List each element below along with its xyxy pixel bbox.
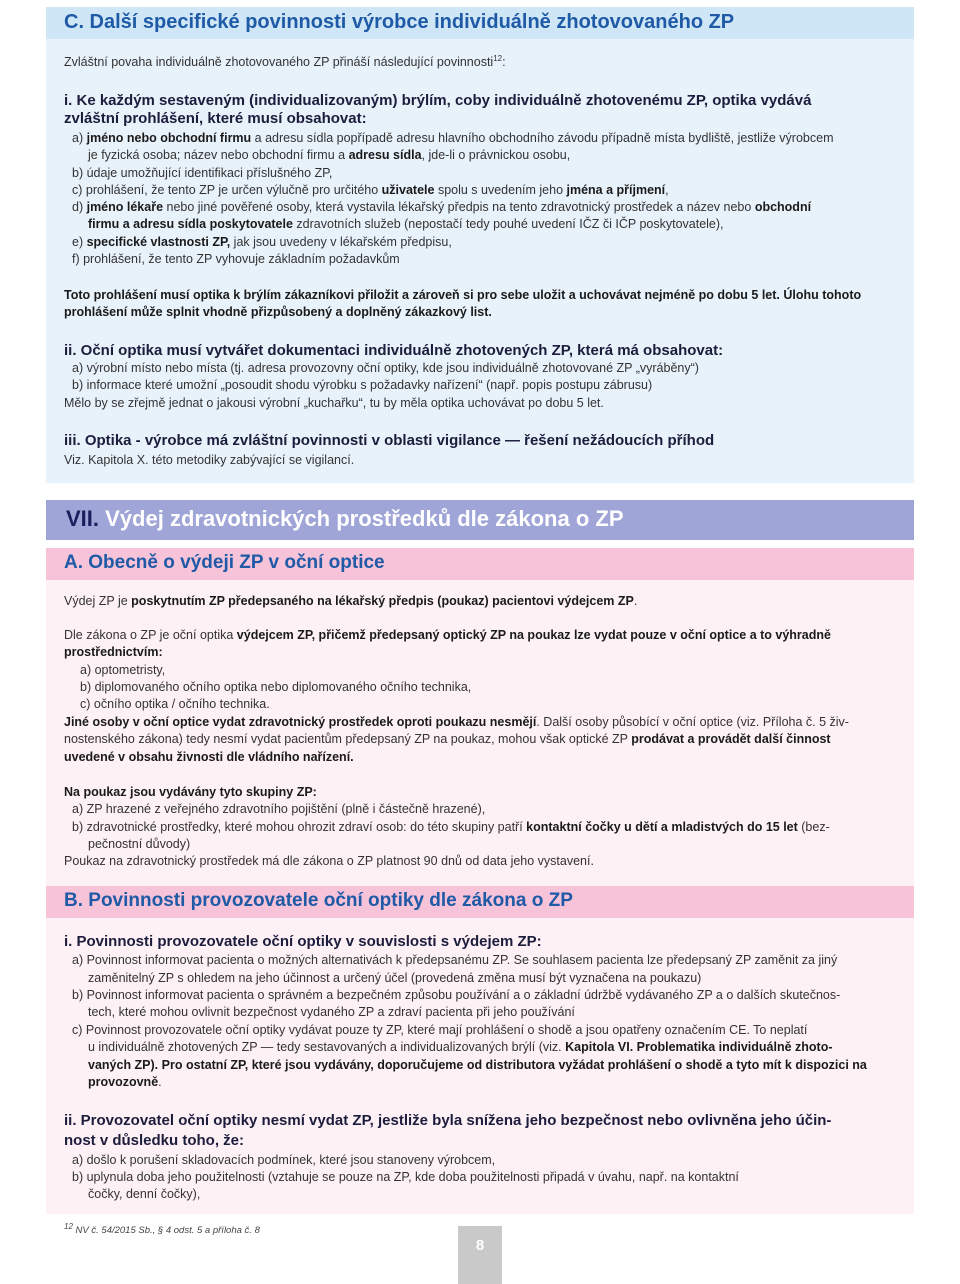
b-ii-heading-1: ii. Provozovatel oční optiky nesmí vydat ZP, jestliže byla snížena jeho bezpečnost nebo ovlivněna jeho účin-: [64, 1112, 832, 1129]
c-item-e: e) specifické vlastnosti ZP, jak jsou uvedeny v lékařském předpisu,: [72, 235, 452, 249]
footnote: $^{12}$ NV č. 54/2015 Sb., § 4 odst. 5 a příloha č. 8: [64, 1222, 260, 1237]
b-item-a-line2: zaměnitelný ZP s ohledem na jeho účinnost a určený účel (provedená změna musí být vyznačena na poukazu): [88, 971, 702, 985]
a-list-b: b) diplomovaného očního optika nebo diplomovaného očního technika,: [80, 680, 472, 694]
b-item-b-line1: b) Povinnost informovat pacienta o správném a bezpečném způsobu používání a o základní údržbě vydávaného ZP a o dalších skutečnos-: [72, 988, 841, 1002]
c-item-f: f) prohlášení, že tento ZP vyhovuje základním požadavkům: [72, 252, 400, 266]
c-item-a-line1: a) jméno nebo obchodní firmu a adresu sídla popřípadě adresu hlavního obchodního závodu případně místa bydliště, jestliže výrobcem: [72, 131, 834, 145]
c-item-b: b) údaje umožňující identifikaci příslušného ZP,: [72, 166, 333, 180]
c-i-heading-2: zvláštní prohlášení, které musí obsahovat:: [64, 110, 367, 127]
section-c-intro: Zvláštní povaha individuálně zhotovovaného ZP přináší následující povinnosti$^{12}$:: [64, 54, 506, 70]
a-para-4-item-b: b) zdravotnické prostředky, které mohou ohrozit zdraví osob: do této skupiny patří kontaktní čočky u dětí a mladistvých do 15 let (bez-: [72, 820, 830, 834]
b-item-c-line4: provozovně.: [88, 1075, 162, 1089]
section-c-title: C. Další specifické povinnosti výrobce individuálně zhotovovaného ZP: [64, 11, 735, 33]
section-vii-title: VII. Výdej zdravotnických prostředků dle zákona o ZP: [66, 506, 624, 531]
page-number: 8: [458, 1226, 502, 1284]
b-ii-heading-2: nost v důsledku toho, že:: [64, 1132, 245, 1149]
c-ii-item-a: a) výrobní místo nebo místa (tj. adresa provozovny oční optiky, kde jsou individuálně zhotovované ZP „vyráběny“): [72, 361, 699, 375]
c-item-a-line2: je fyzická osoba; název nebo obchodní firmu a adresu sídla, jde-li o právnickou osobu,: [88, 148, 571, 162]
c-item-d-line2: firmu a adresu sídla poskytovatele zdravotních služeb (nepostačí tedy pouhé uvedení IČZ či IČP poskytovatele),: [88, 217, 724, 231]
section-b-title: B. Povinnosti provozovatele oční optiky dle zákona o ZP: [64, 890, 573, 911]
c-bold-para-2: prohlášení může splnit vhodně přizpůsobený a doplněný zákazkový list.: [64, 305, 492, 319]
c-bold-para-1: Toto prohlášení musí optika k brýlím zákazníkovi přiložit a zároveň si pro sebe uložit a uchovávat nejméně po dobu 5 let. Úlohu tohoto: [64, 288, 862, 302]
b-item-b-line2: tech, které mohou ovlivnit bezpečnost vydaného ZP a zdraví pacienta při jeho používání: [88, 1005, 575, 1019]
section-a-title: A. Obecně o výdeji ZP v oční optice: [64, 552, 385, 573]
b-ii-item-a: a) došlo k porušení skladovacích podmínek, které jsou stanoveny výrobcem,: [72, 1153, 496, 1167]
c-iii-heading: iii. Optika - výrobce má zvláštní povinnosti v oblasti vigilance — řešení nežádoucích příhod: [64, 432, 715, 449]
a-para-3-line2: nostenského zákona) tedy nesmí vydat pacientům předepsaný ZP na poukaz, mohou však optické ZP prodávat a provádět další činnost: [64, 732, 831, 746]
b-i-heading: i. Povinnosti provozovatele oční optiky v souvislosti s výdejem ZP:: [64, 933, 542, 950]
a-para-4-heading: Na poukaz jsou vydávány tyto skupiny ZP:: [64, 785, 317, 799]
c-iii-note: Viz. Kapitola X. této metodiky zabývající se vigilancí.: [64, 453, 355, 467]
b-item-c-line1: c) Povinnost provozovatele oční optiky vydávat pouze ty ZP, které mají prohlášení o shodě a jsou opatřeny označením CE. To neplatí: [72, 1023, 808, 1037]
a-para-3-line1: Jiné osoby v oční optice vydat zdravotnický prostředek oproti poukazu nesmějí. Další osoby působící v oční optice (viz. Příloha č. 5 živ-: [64, 715, 849, 729]
a-para-4-item-b-line2: pečnostní důvody): [88, 837, 191, 851]
b-ii-item-b-line1: b) uplynula doba jeho použitelnosti (vztahuje se pouze na ZP, kde doba použitelnosti připadá v úvahu, např. na kontaktní: [72, 1170, 739, 1184]
a-list-c: c) očního optika / očního technika.: [80, 697, 270, 711]
c-ii-note: Mělo by se zřejmě jednat o jakousi výrobní „kuchařku“, tu by měla optika uchovávat po dobu 5 let.: [64, 396, 604, 410]
c-ii-heading: ii. Oční optika musí vytvářet dokumentaci individuálně zhotovených ZP, která má obsahovat:: [64, 342, 724, 359]
a-para-3-line3: uvedené v obsahu živnosti dle vládního nařízení.: [64, 750, 354, 764]
a-list-a: a) optometristy,: [80, 663, 166, 677]
a-para-1: Výdej ZP je poskytnutím ZP předepsaného na lékařský předpis (poukaz) pacientovi výdejcem ZP.: [64, 594, 638, 608]
b-item-c-line3: vaných ZP). Pro ostatní ZP, které jsou vydávány, doporučujeme od distributora vyžádat prohlášení o shodě a tyto mít k dispozici na: [88, 1058, 867, 1072]
a-para-4-end: Poukaz na zdravotnický prostředek má dle zákona o ZP platnost 90 dnů od data jeho vystavení.: [64, 854, 594, 868]
c-item-c: c) prohlášení, že tento ZP je určen výlučně pro určitého uživatele spolu s uvedením jeho jména a příjmení,: [72, 183, 669, 197]
a-para-4-item-a: a) ZP hrazené z veřejného zdravotního pojištění (plně i částečně hrazené),: [72, 802, 486, 816]
a-para-2-line2: prostřednictvím:: [64, 645, 163, 659]
b-ii-item-b-line2: čočky, denní čočky),: [88, 1187, 201, 1201]
b-item-c-line2: u individuálně zhotovených ZP — tedy sestavovaných a individualizovaných brýlí (viz. Kapitola VI. Problematika individuálně zhoto-: [88, 1040, 833, 1054]
c-item-d-line1: d) jméno lékaře nebo jiné pověřené osoby, která vystavila lékařský předpis na tento zdravotnický prostředek a název nebo obchodní: [72, 200, 812, 214]
b-item-a-line1: a) Povinnost informovat pacienta o možných alternativách k předepsanému ZP. Se souhlasem pacienta lze předepsaný ZP zaměnit za jiný: [72, 953, 838, 967]
a-para-2-line1: Dle zákona o ZP je oční optika výdejcem ZP, přičemž předepsaný optický ZP na poukaz lze vydat pouze v oční optice a to výhradně: [64, 628, 831, 642]
c-i-heading-1: i. Ke každým sestaveným (individualizovaným) brýlím, coby individuálně zhotovenému ZP, optika vydává: [64, 92, 812, 109]
c-ii-item-b: b) informace které umožní „posoudit shodu výrobku s požadavky nařízení“ (např. popis postupu zábrusu): [72, 378, 653, 392]
